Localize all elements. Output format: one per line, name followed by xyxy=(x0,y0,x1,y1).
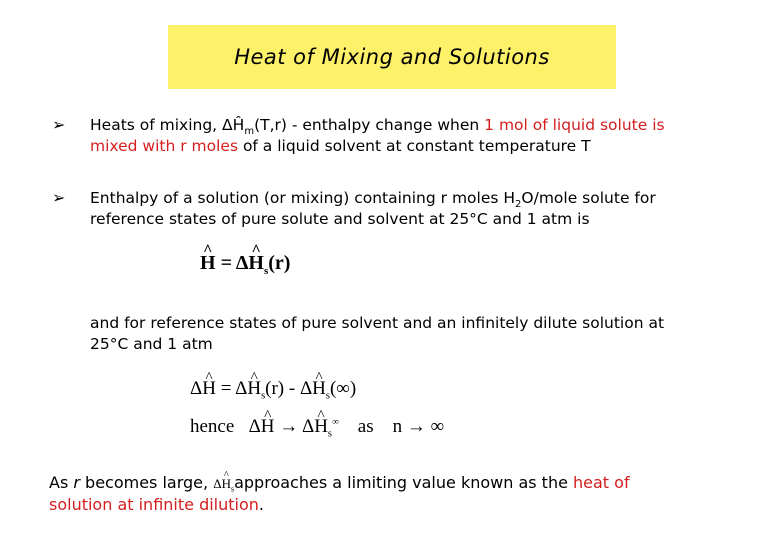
page-title: Heat of Mixing and Solutions xyxy=(234,45,550,69)
equation-delta-h: Δ^ H = Δ^ $H_s(r)$ - Δ^ $H_s(\infty)$ xyxy=(190,378,356,402)
bullet1-line1: Heats of mixing, $\Delta Ĥ_m(T,r)$ - enthalpy change when 1 mol of liquid solute is xyxy=(90,116,665,138)
equation-limit: hence Δ^ H → Δ^ $H_s^\infty$ as n → ∞ xyxy=(190,416,444,440)
para-line2: 25°C and 1 atm xyxy=(90,335,213,353)
bullet2-line1: Enthalpy of a solution (or mixing) containing r moles $H_2O$/mole solute for xyxy=(90,189,656,211)
bullet-arrow-icon: ➢ xyxy=(52,115,66,134)
bottom-line1: As r becomes large, Δ^ $H_sapproaches$ a limiting value known as the heat of xyxy=(49,473,630,494)
equation-enthalpy-solution: ^ H = Δ^ $H_s(r)$ xyxy=(200,252,290,277)
title-banner xyxy=(168,25,616,89)
heat-of-mixing-symbol: $\Delta Ĥ_m(T,r)$ xyxy=(222,116,287,138)
bottom-line2: solution at infinite dilution. xyxy=(49,495,264,514)
bullet1-line2: mixed with r moles of a liquid solvent at constant temperature T xyxy=(90,137,591,155)
para-line1: and for reference states of pure solvent and an infinitely dilute solution at xyxy=(90,314,665,332)
limiting-enthalpy-symbol: Δ^ $H_s$ xyxy=(213,476,234,491)
bullet2-line2: reference states of pure solute and solvent at 25°C and 1 atm is xyxy=(90,210,590,228)
bullet-arrow-icon: ➢ xyxy=(52,188,66,207)
